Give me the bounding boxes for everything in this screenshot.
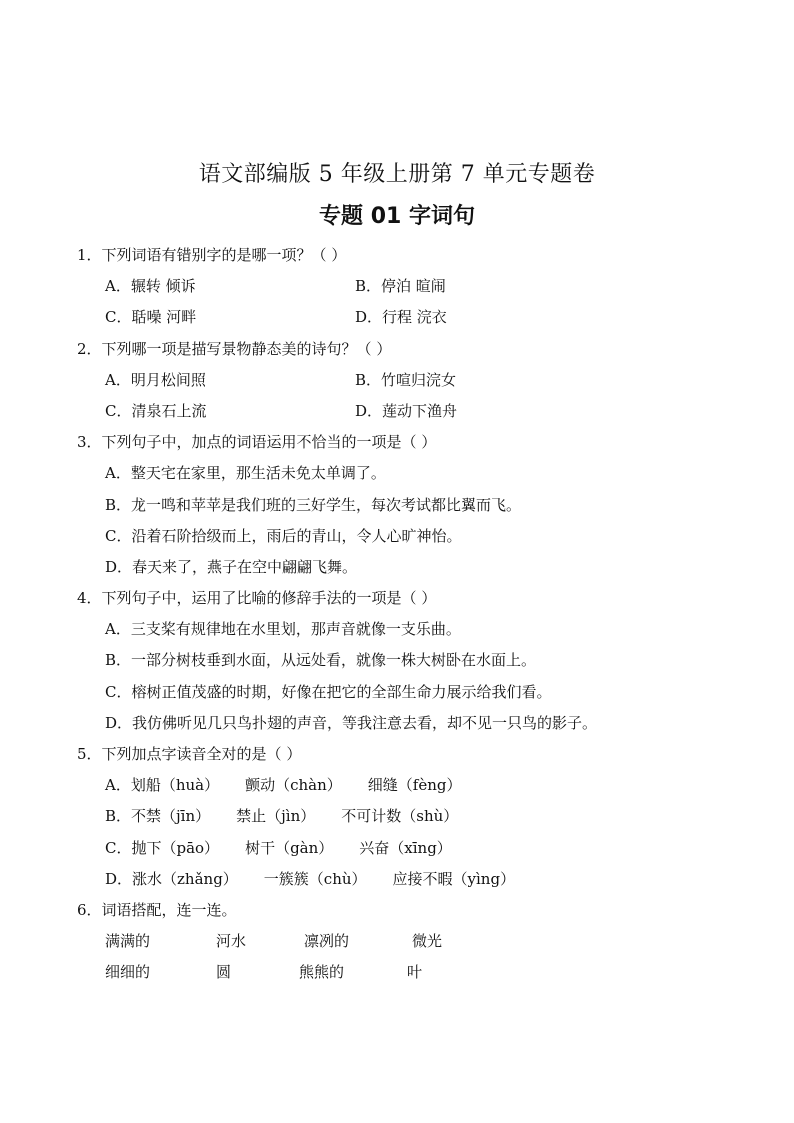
- question-2-options-ab: [77, 365, 757, 396]
- question-3: 3．下列句子中，加点的词语运用不恰当的一项是（ ）: [77, 433, 437, 452]
- match-word: 熊熊的: [299, 963, 345, 982]
- option-b: B．竹喧归浣女: [355, 370, 457, 389]
- word: 一簇簇（chù）: [263, 869, 367, 888]
- option-a: A．整天宅在家里，那生活未免太单调了。: [105, 464, 386, 483]
- match-word: 凛冽的: [304, 932, 350, 951]
- word: 树干（gàn）: [245, 838, 334, 857]
- option-d: D．我仿佛听见几只鸟扑翅的声音，等我注意去看，却不见一只鸟的影子。: [105, 713, 598, 732]
- match-word: 微光: [412, 932, 443, 951]
- question-4: 4．下列句子中，运用了比喻的修辞手法的一项是（ ）: [77, 589, 437, 608]
- word: 禁止（jìn）: [236, 807, 316, 826]
- option-c: C．清泉石上流: [105, 401, 207, 420]
- match-word: 满满的: [105, 932, 151, 951]
- word: 应接不暇（yìng）: [392, 869, 516, 888]
- word: 兴奋（xīng）: [359, 838, 452, 857]
- question-2: 2．下列哪一项是描写景物静态美的诗句？（ ）: [77, 339, 392, 358]
- option-a: A．明月松间照: [105, 370, 206, 389]
- question-list: [77, 240, 757, 989]
- match-word: 叶: [407, 963, 423, 982]
- question-1-options-cd: [77, 302, 757, 333]
- option-d: [77, 864, 757, 895]
- option-d: D．春天来了，燕子在空中翩翩飞舞。: [105, 557, 358, 576]
- option-c: [77, 833, 757, 864]
- option-a: [77, 770, 757, 801]
- word: B．不禁（jīn）: [105, 807, 211, 826]
- word: C．抛下（pāo）: [105, 838, 220, 857]
- option-a: A．辗转 倾诉: [105, 277, 196, 296]
- question-2-options-cd: [77, 396, 757, 427]
- option-c: C．沿着石阶拾级而上，雨后的青山，令人心旷神怡。: [105, 526, 462, 545]
- word: D．涨水（zhǎng）: [105, 869, 238, 888]
- option-d: D．行程 浣衣: [355, 308, 447, 327]
- word: 细缝（fèng）: [367, 776, 462, 795]
- option-c: C．聒噪 河畔: [105, 308, 197, 327]
- option-a: A．三支桨有规律地在水里划，那声音就像一支乐曲。: [105, 620, 461, 639]
- page-subtitle: 专题 01 字词句: [319, 204, 475, 229]
- page-title: 语文部编版 5 年级上册第 7 单元专题卷: [198, 162, 596, 187]
- question-6: 6．词语搭配，连一连。: [77, 900, 237, 919]
- option-b: [77, 801, 757, 832]
- option-d: D．莲动下渔舟: [355, 401, 458, 420]
- match-word: 圆: [216, 963, 232, 982]
- question-5: 5．下列加点字读音全对的是（ ）: [77, 745, 302, 763]
- option-b: B．一部分树枝垂到水面，从远处看，就像一株大树卧在水面上。: [105, 651, 537, 670]
- word: 颤动（chàn）: [245, 776, 342, 795]
- match-row-1: [77, 926, 757, 957]
- match-word: 河水: [216, 932, 247, 951]
- option-b: B．停泊 暄闹: [355, 277, 446, 296]
- word: 不可计数（shù）: [341, 807, 459, 826]
- word: A．划船（huà）: [105, 776, 220, 795]
- option-b: B．龙一鸣和苹苹是我们班的三好学生，每次考试都比翼而飞。: [105, 495, 522, 514]
- match-row-2: [77, 957, 757, 988]
- question-1-options-ab: [77, 271, 757, 302]
- question-1: 1．下列词语有错别字的是哪一项？（ ）: [77, 246, 347, 264]
- option-c: C．榕树正值茂盛的时期，好像在把它的全部生命力展示给我们看。: [105, 682, 552, 701]
- match-word: 细细的: [105, 963, 151, 982]
